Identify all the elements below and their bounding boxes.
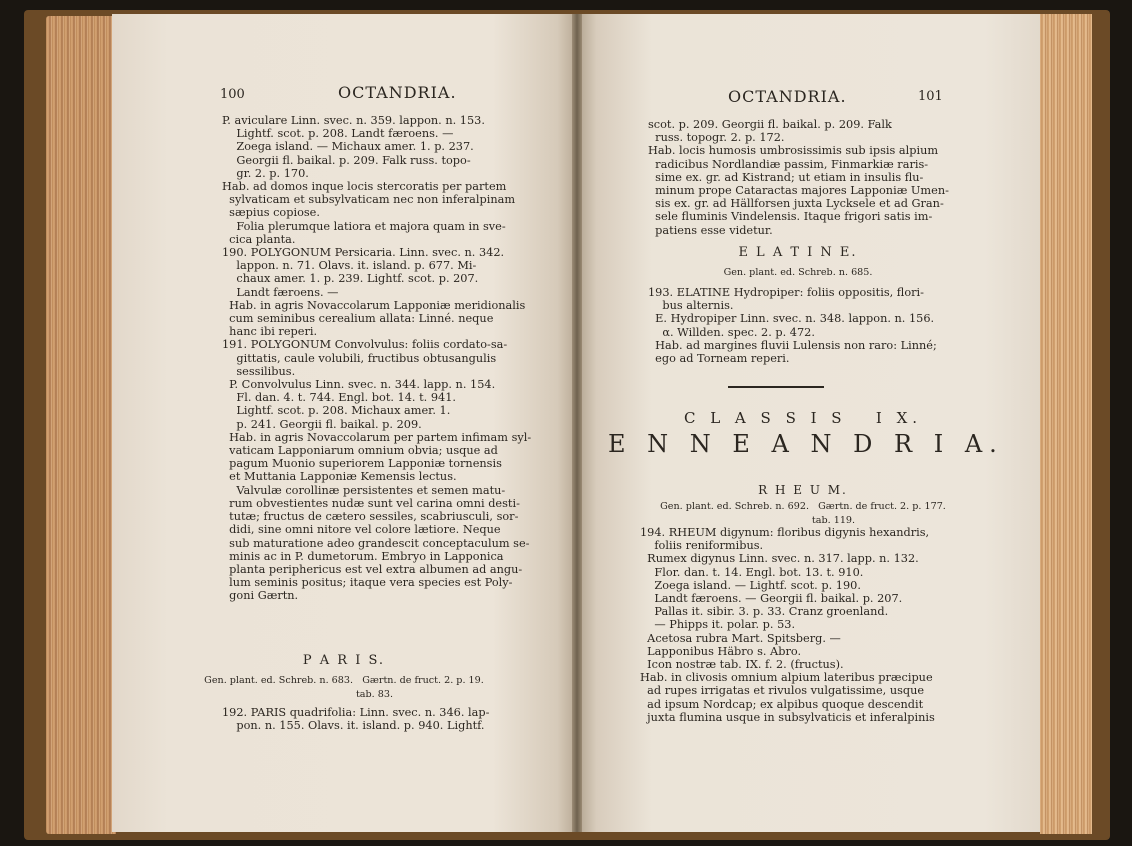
text-block: 193. ELATINE Hydropiper: foliis oppositis, flori- bus alternis. E. Hydropiper Linn. svec. n. 348. lappon. n. 156. α. Willden. spec. 2. p. 472. Hab. ad margines fluvii Lulensis non raro: Linné; ego ad Torneam reperi. bbox=[648, 286, 937, 366]
genus-heading-paris: P A R I S. bbox=[302, 653, 386, 668]
genus-heading-rheum: R H E U M. bbox=[758, 483, 848, 497]
text-block: P. aviculare Linn. svec. n. 359. lappon. n. 153. Lightf. scot. p. 208. Landt færoens. — Zoega island. — Michaux amer. 1. p. 237. Georgii fl. baikal. p. 209. Falk russ. topo- gr. 2. p. 170. Hab. ad domos inque locis stercoratis per partem sylvaticam et subsylvaticam nec non inferalpinam sæpius copiose. Folia plerumque latiora et majora quam in sve- cica planta. 190. POLYGONUM Persicaria. Linn. svec. n. 342. lappon. n. 71. Olavs. it. island. p. 677. Mi- chaux amer. 1. p. 239. Lightf. scot. p. 207. Landt færoens. — Hab. in agris Novaccolarum Lapponiæ meridionalis cum seminibus cerealium allata: Linné. neque hanc ibi reperi. 191. POLYGONUM Convolvulus: foliis cordato-sa- gittatis, caule volubili, fructibus obtusangulis sessilibus. P. Convolvulus Linn. svec. n. 344. lapp. n. 154. Fl. dan. 4. t. 744. Engl. bot. 14. t. 941. Lightf. scot. p. 208. Michaux amer. 1. p. 241. Georgii fl. baikal. p. 209. Hab. in agris Novaccolarum per partem infimam syl- vaticam Lapponiarum omnium obvia; usque ad pagum Muonio superiorem Lapponiæ tornensis et Muttania Lapponiæ Kemensis lectus. Valvulæ corollinæ persistentes et semen matu- rum obvestientes nudæ sunt vel carina omni desti- tutæ; fructus de cætero sessiles, scabriusculi, sor- didi, sine omni nitore vel colore lætiore. Neque sub maturatione adeo grandescit conceptaculum se- minis ac in P. dumetorum. Embryo in Lapponica planta periphericus est vel extra albumen ad angu- lum seminis positus; itaque vera species est Poly- goni Gærtn. bbox=[222, 114, 532, 603]
running-head: OCTANDRIA. bbox=[728, 87, 847, 106]
page-number: 100 bbox=[220, 87, 245, 102]
page-number: 101 bbox=[918, 89, 943, 104]
text-block: 194. RHEUM digynum: floribus digynis hexandris, foliis reniformibus. Rumex digynus Linn. svec. n. 317. lapp. n. 132. Flor. dan. t. 14. Engl. bot. 13. t. 910. Zoega island. — Lightf. scot. p. 190. Landt færoens. — Georgii fl. baikal. p. 207. Pallas it. sibir. 3. p. 33. Cranz groenland. — Phipps it. polar. p. 53. Acetosa rubra Mart. Spitsberg. — Lapponibus Häbro s. Abro. Icon nostræ tab. IX. f. 2. (fructus). Hab. in clivosis omnium alpium lateribus præcipue ad rupes irrigatas et rivulos vulgatissime, usque ad ipsum Nordcap; ex alpibus quoque descendit juxta flumina usque in subsylvaticis et inferalpinis bbox=[640, 526, 935, 724]
text-block: 192. PARIS quadrifolia: Linn. svec. n. 346. lap- pon. n. 155. Olavs. it. island. p. 940. Lightf. bbox=[222, 706, 490, 733]
text-block: scot. p. 209. Georgii fl. baikal. p. 209. Falk russ. topogr. 2. p. 172. Hab. locis humosis umbrosissimis sub ipsis alpium radicibus Nordlandiæ passim, Finmarkiæ raris- sime ex. gr. ad Kistrand; ut etiam in insulis flu- minum prope Cataractas majores Lapponiæ Umen- sis ex. gr. ad Hällforsen juxta Lycksele et ad Gran- sele fluminis Vindelensis. Itaque frigori satis im- patiens esse videtur. bbox=[648, 118, 949, 237]
divider-rule bbox=[728, 386, 824, 388]
book-gutter bbox=[572, 14, 582, 832]
genus-reference: Gen. plant. ed. Schreb. n. 692. Gærtn. de fruct. 2. p. 177. tab. 119. bbox=[660, 501, 946, 526]
running-head: OCTANDRIA. bbox=[338, 83, 457, 102]
genus-heading-elatine: E L A T I N E. bbox=[738, 245, 858, 260]
right-page bbox=[578, 14, 1040, 832]
right-page-edges bbox=[1040, 14, 1092, 834]
left-page-edges bbox=[46, 16, 116, 834]
class-heading: C L A S S I S I X. bbox=[683, 409, 923, 427]
genus-reference: Gen. plant. ed. Schreb. n. 683. Gærtn. de fruct. 2. p. 19. tab. 83. bbox=[204, 675, 484, 700]
left-page bbox=[112, 14, 576, 832]
class-name: E N N E A N D R I A. bbox=[608, 430, 1004, 458]
genus-reference: Gen. plant. ed. Schreb. n. 685. bbox=[723, 267, 873, 278]
